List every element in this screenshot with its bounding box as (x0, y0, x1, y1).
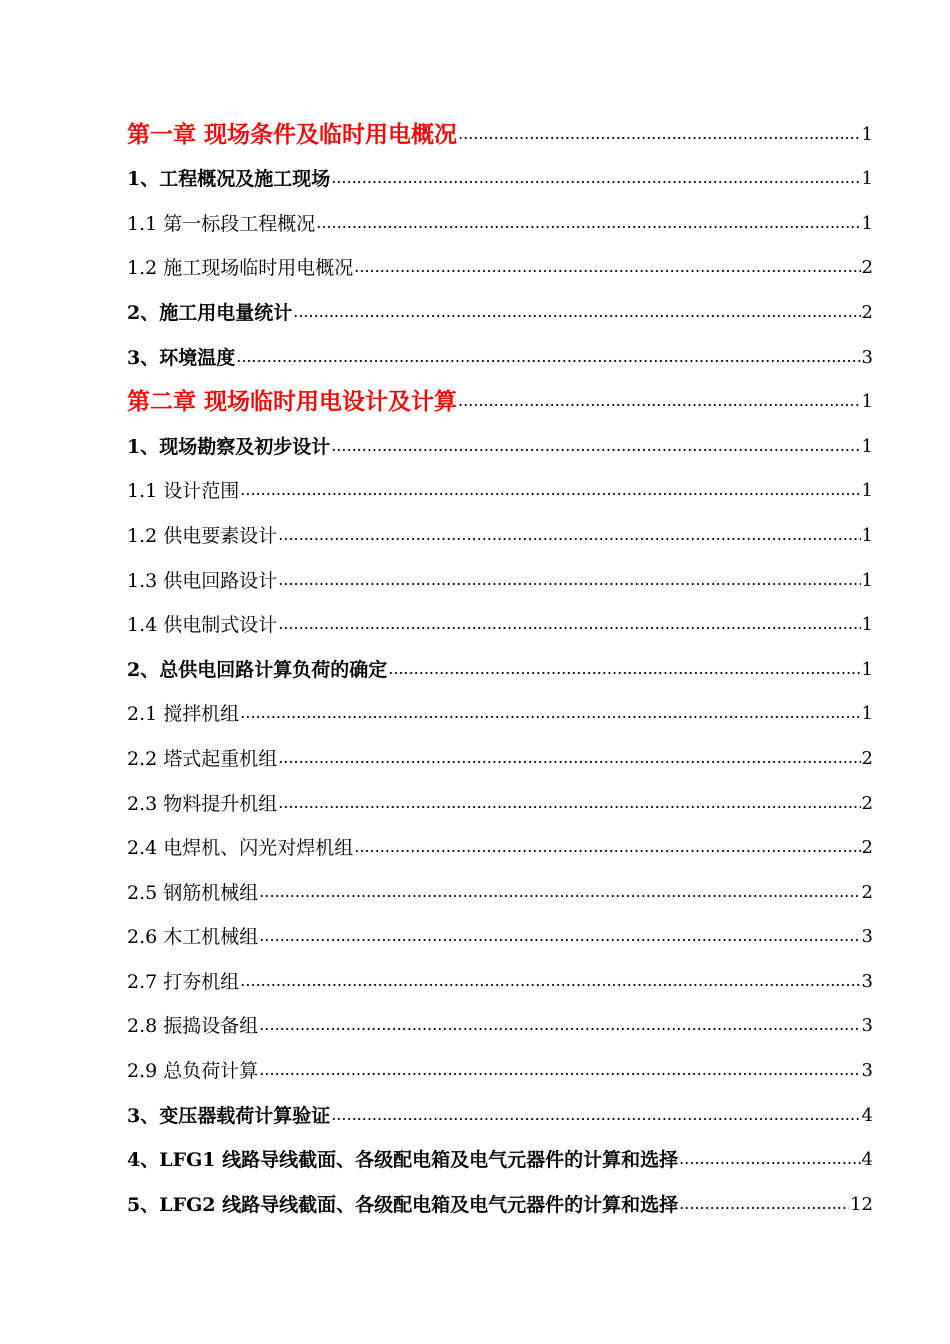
toc-dot-leader (240, 477, 860, 502)
toc-dot-leader (331, 165, 860, 190)
toc-dot-leader (458, 388, 861, 413)
toc-page-number: 2 (861, 301, 873, 323)
toc-dot-leader (388, 656, 860, 681)
toc-dot-leader (240, 968, 860, 993)
toc-page-number: 1 (861, 614, 873, 636)
toc-entry-title: 1.2 供电要素设计 (127, 524, 278, 547)
toc-entry-title: 5、LFG2 线路导线截面、各级配电箱及电气元器件的计算和选择 (127, 1193, 679, 1216)
toc-dot-leader (259, 923, 860, 948)
toc-entry-title: 2.5 钢筋机械组 (127, 881, 259, 904)
toc-dot-leader (278, 790, 860, 815)
toc-dot-leader (331, 433, 860, 458)
toc-page-number: 3 (861, 926, 873, 948)
toc-page-number: 3 (861, 346, 873, 368)
toc-dot-leader (679, 1191, 849, 1216)
toc-dot-leader (259, 1012, 860, 1037)
toc-entry-section[interactable] (127, 1132, 873, 1177)
toc-entry-title: 2.7 打夯机组 (127, 970, 240, 993)
toc-entry-title: 1.2 施工现场临时用电概况 (127, 257, 354, 280)
toc-page-number: 1 (861, 391, 873, 413)
toc-page-number: 1 (861, 524, 873, 546)
toc-entry-title: 第一章 现场条件及临时用电概况 (127, 121, 458, 148)
toc-dot-leader (458, 121, 861, 146)
toc-entry-sub[interactable] (127, 463, 873, 508)
toc-dot-leader (278, 611, 860, 636)
toc-page-number: 3 (861, 970, 873, 992)
toc-entry-sub[interactable] (127, 998, 873, 1043)
toc-entry-sub[interactable] (127, 507, 873, 552)
toc-dot-leader (278, 522, 860, 547)
toc-entry-title: 2.9 总负荷计算 (127, 1060, 259, 1083)
toc-entry-section[interactable] (127, 418, 873, 463)
toc-page-number: 4 (861, 1104, 873, 1126)
toc-page-number: 1 (861, 703, 873, 725)
toc-entry-sub[interactable] (127, 597, 873, 642)
toc-entry-title: 3、环境温度 (127, 346, 236, 369)
toc-dot-leader (278, 567, 860, 592)
toc-dot-leader (331, 1102, 860, 1127)
toc-entry-section[interactable] (127, 1087, 873, 1132)
toc-entry-title: 2、总供电回路计算负荷的确定 (127, 658, 388, 681)
toc-page-number: 12 (850, 1193, 873, 1215)
toc-entry-section[interactable] (127, 329, 873, 374)
toc-entry-title: 1.1 第一标段工程概况 (127, 212, 316, 235)
toc-entry-title: 1、工程概况及施工现场 (127, 168, 331, 191)
toc-entry-title: 2.8 振捣设备组 (127, 1015, 259, 1038)
toc-dot-leader (354, 834, 860, 859)
toc-entry-title: 1.4 供电制式设计 (127, 614, 278, 637)
toc-page-number: 2 (861, 747, 873, 769)
toc-entry-title: 4、LFG1 线路导线截面、各级配电箱及电气元器件的计算和选择 (127, 1149, 679, 1172)
toc-entry-section[interactable] (127, 1176, 873, 1221)
toc-dot-leader (259, 879, 860, 904)
toc-entry-sub[interactable] (127, 195, 873, 240)
toc-entry-sub[interactable] (127, 864, 873, 909)
toc-entry-sub[interactable] (127, 1042, 873, 1087)
toc-entry-sub[interactable] (127, 775, 873, 820)
toc-page-number: 1 (861, 480, 873, 502)
toc-dot-leader (679, 1146, 860, 1171)
toc-page-number: 1 (861, 658, 873, 680)
toc-entry-title: 1、现场勘察及初步设计 (127, 435, 331, 458)
toc-dot-leader (240, 700, 860, 725)
toc-entry-sub[interactable] (127, 240, 873, 285)
toc-entry-sub[interactable] (127, 909, 873, 954)
toc-entry-title: 2.6 木工机械组 (127, 926, 259, 949)
toc-dot-leader (293, 299, 860, 324)
toc-entry-title: 1.3 供电回路设计 (127, 569, 278, 592)
toc-page-number: 4 (861, 1149, 873, 1171)
toc-page-number: 2 (861, 792, 873, 814)
toc-page-number: 1 (861, 569, 873, 591)
toc-entry-title: 3、变压器载荷计算验证 (127, 1104, 331, 1127)
toc-entry-section[interactable] (127, 284, 873, 329)
toc-page-number: 1 (861, 435, 873, 457)
toc-page-number: 2 (861, 837, 873, 859)
toc-entry-chapter[interactable] (127, 374, 873, 419)
toc-page-number: 1 (861, 123, 873, 145)
toc-page-number: 3 (861, 1060, 873, 1082)
toc-entry-sub[interactable] (127, 552, 873, 597)
toc-page-number: 1 (861, 168, 873, 190)
toc-entry-title: 2.2 塔式起重机组 (127, 747, 278, 770)
toc-dot-leader (278, 745, 860, 770)
toc-entry-title: 2.3 物料提升机组 (127, 792, 278, 815)
toc-entry-section[interactable] (127, 151, 873, 196)
table-of-contents (127, 106, 873, 1221)
toc-page-number: 2 (861, 257, 873, 279)
toc-entry-title: 1.1 设计范围 (127, 480, 240, 503)
toc-entry-title: 第二章 现场临时用电设计及计算 (127, 389, 458, 416)
toc-dot-leader (316, 210, 860, 235)
toc-dot-leader (259, 1057, 860, 1082)
toc-dot-leader (236, 344, 860, 369)
toc-page-number: 3 (861, 1015, 873, 1037)
toc-entry-section[interactable] (127, 641, 873, 686)
toc-page-number: 2 (861, 881, 873, 903)
toc-entry-sub[interactable] (127, 820, 873, 865)
toc-page-number: 1 (861, 212, 873, 234)
toc-dot-leader (354, 254, 860, 279)
toc-entry-sub[interactable] (127, 730, 873, 775)
toc-entry-sub[interactable] (127, 686, 873, 731)
toc-entry-title: 2、施工用电量统计 (127, 301, 293, 324)
toc-entry-title: 2.4 电焊机、闪光对焊机组 (127, 837, 354, 860)
toc-entry-title: 2.1 搅拌机组 (127, 703, 240, 726)
toc-entry-chapter[interactable] (127, 106, 873, 151)
toc-entry-sub[interactable] (127, 953, 873, 998)
